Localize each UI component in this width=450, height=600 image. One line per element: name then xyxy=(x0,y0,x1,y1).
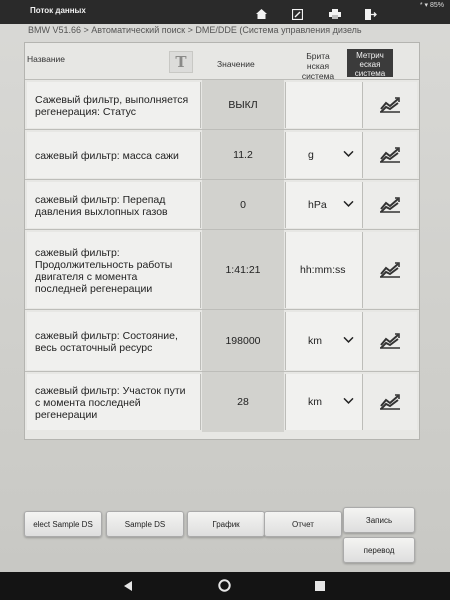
title-bar xyxy=(0,0,450,24)
data-stream-table xyxy=(24,42,420,440)
table-row[interactable] xyxy=(25,79,419,130)
parameter-name: Сажевый фильтр, выполняется регенерация: Статус xyxy=(27,82,201,128)
unit-label: km xyxy=(308,335,322,347)
home-icon[interactable] xyxy=(254,8,268,20)
parameter-value: 0 xyxy=(202,180,284,230)
column-header-value: Значение xyxy=(217,59,255,69)
graph-button[interactable]: График xyxy=(187,511,265,537)
british-system-toggle[interactable]: Брита нская система xyxy=(301,51,335,81)
print-icon[interactable] xyxy=(328,8,342,20)
unit-selector xyxy=(285,82,362,128)
unit-label: g xyxy=(308,149,314,161)
metric-system-toggle[interactable]: Метрич еская система xyxy=(347,49,393,77)
table-row[interactable] xyxy=(25,309,419,372)
line-chart-icon[interactable] xyxy=(362,82,417,128)
exit-icon[interactable] xyxy=(364,8,378,20)
table-row[interactable] xyxy=(25,179,419,230)
line-chart-icon[interactable] xyxy=(362,232,417,308)
unit-label: hPa xyxy=(308,199,327,211)
parameter-name: сажевый фильтр: масса сажи xyxy=(27,132,201,178)
edit-icon[interactable] xyxy=(290,8,304,20)
parameter-value: 1:41:21 xyxy=(202,230,284,310)
system-status: * ▾ 85% xyxy=(419,2,444,9)
breadcrumb: BMW V51.66 > Автоматический поиск > DME/DDE (Система управления дизель xyxy=(28,25,362,35)
unit-label: km xyxy=(308,396,322,408)
select-sample-ds-button[interactable]: elect Sample DS xyxy=(24,511,102,537)
unit-selector[interactable] xyxy=(285,182,362,228)
unit-selector[interactable] xyxy=(285,374,362,430)
parameter-name: сажевый фильтр: Состояние, весь остаточный ресурс xyxy=(27,312,201,370)
parameter-name: сажевый фильтр: Участок пути с момента последней регенерации xyxy=(27,374,201,430)
table-row[interactable] xyxy=(25,371,419,432)
table-row[interactable] xyxy=(25,229,419,310)
parameter-name: сажевый фильтр: Продолжительность работы двигателя с момента последней регенерации xyxy=(27,232,201,308)
unit-selector[interactable] xyxy=(285,232,362,308)
column-header-name: Название xyxy=(27,54,65,64)
sample-ds-button[interactable]: Sample DS xyxy=(106,511,184,537)
chevron-down-icon[interactable] xyxy=(343,198,354,210)
window-title: Поток данных xyxy=(30,6,86,15)
line-chart-icon[interactable] xyxy=(362,182,417,228)
parameter-name: сажевый фильтр: Перепад давления выхлопных газов xyxy=(27,182,201,228)
parameter-value: 28 xyxy=(202,372,284,432)
chevron-down-icon[interactable] xyxy=(343,148,354,160)
report-button[interactable]: Отчет xyxy=(264,511,342,537)
translate-button[interactable]: перевод xyxy=(343,537,415,563)
unit-selector[interactable] xyxy=(285,312,362,370)
table-row[interactable] xyxy=(25,129,419,180)
line-chart-icon[interactable] xyxy=(362,312,417,370)
unit-label: hh:mm:ss xyxy=(300,264,346,276)
android-navigation-bar xyxy=(0,572,450,600)
recent-apps-icon[interactable] xyxy=(314,579,326,597)
chevron-down-icon[interactable] xyxy=(343,334,354,346)
unit-selector[interactable] xyxy=(285,132,362,178)
parameter-value: ВЫКЛ xyxy=(202,80,284,130)
text-mode-icon[interactable]: T xyxy=(169,51,193,73)
line-chart-icon[interactable] xyxy=(362,374,417,430)
home-nav-icon[interactable] xyxy=(218,579,231,597)
record-button[interactable]: Запись xyxy=(343,507,415,533)
chevron-down-icon[interactable] xyxy=(343,395,354,407)
parameter-value: 11.2 xyxy=(202,130,284,180)
line-chart-icon[interactable] xyxy=(362,132,417,178)
parameter-value: 198000 xyxy=(202,310,284,372)
back-icon[interactable] xyxy=(122,579,134,597)
